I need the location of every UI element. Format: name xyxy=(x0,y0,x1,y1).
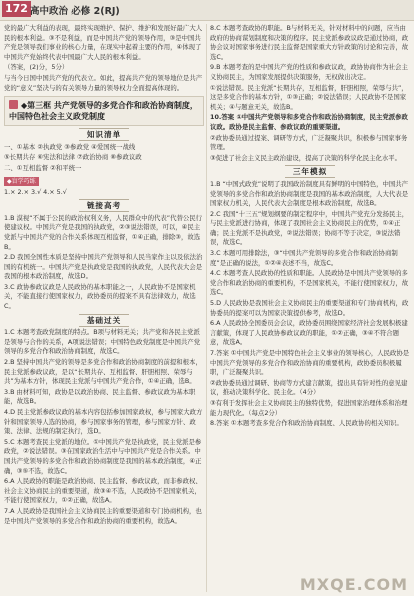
answer-line: 1.× 2.× 3.√ 4.× 5.√ xyxy=(4,187,67,196)
page-header xyxy=(0,0,414,21)
answer-item: 10.答案 ①中国共产党领导和多党合作和政治协商制度，民主党派参政议政。政协是民主监督、参政议政的重要渠道。 xyxy=(210,113,408,131)
answer-item: 2.C 我国“十三五”规划纲要的制定程序中，中国共产党充分发扬民主，与民主党派进行协商，体现了我国社会主义协商民主的优势，①④正确；民主党派不是执政党，②说法错误；协商不等于决定，③说法错误，故选C。 xyxy=(210,209,409,247)
watermark-text: MXQE.COM xyxy=(299,575,408,594)
watermark-logo xyxy=(299,546,408,594)
answer-item: 3.B 由材料可知，政协是以政治协商、民主监督、参政议政为基本职能，故选B。 xyxy=(4,387,196,406)
banner-title: ◆第三框 共产党领导的多党合作和政治协商制度，中国特色社会主义政党制度 xyxy=(9,101,198,122)
answer-line: ⑤长期共存 ⑥宪法和法律 ⑦政治协商 ⑧参政议政 xyxy=(4,153,142,162)
answer-item: 6.A 人民政协全国委员会会议，政协委员围绕国家经济社会发展积极建言献策，体现了人民政协参政议政的职能，①②正确，③④不符合题意，故选A。 xyxy=(210,319,408,347)
answer-item: ②政协委员通过提案、调研等方式，广泛凝聚共识，积极参与国家事务管理。 xyxy=(210,133,408,152)
answer-item: 4.D 民主党派参政议政的基本内容包括参加国家政权，参与国家大政方针和国家领导人选的协商，参与国家事务的管理，参与国家方针、政策、法律、法规的制定执行，选D。 xyxy=(4,408,203,436)
answer-item: 2.B 坚持中国共产党的领导是多党合作和政治协商制度的前提和根本，民主党派参政议政，是以“长期共存、互相监督、肝胆相照、荣辱与共”为基本方针，体现民主党派与中国共产党合作，①④正确，选B。 xyxy=(4,358,202,386)
answer-item: 1.C 本题考查政党制度的特点。B项与材料无关；共产党和各民主党派是领导与合作的关系，A项说法错误；中国特色政党制度是中国共产党领导的多党合作和政治协商制度，故选C。 xyxy=(4,328,201,356)
answer-item: 2.D 我国全国性本质是坚持中国共产党领导和人民当家作主以及依法治国的有机统一。中国共产党是执政党是我国的执政党，人民代表大会是我国的根本政治制度，故选D。 xyxy=(4,253,203,281)
right-column xyxy=(210,24,410,430)
answer-item: 3.C 政协参政议政是人民政协的基本职能之一，人民政协不是国家机关，不能直接行使国家权力，政协委员的提案不具有法律效力，故选C。 xyxy=(4,282,196,311)
section-title: 三年模拟 xyxy=(285,165,335,178)
answer-line: 二、①互相监督 ②和平统一 xyxy=(4,163,82,172)
section-title: 基础过关 xyxy=(79,314,129,327)
quiz-tag: ◆盲学巧练 xyxy=(4,177,39,186)
paragraph: （答案，(2)分，5分） xyxy=(4,63,69,72)
answer-line: 一、①基本 ②执政党 ③参政党 ④爱国统一战线 xyxy=(4,142,136,151)
answer-item: ②政协委员通过调研、协商等方式建言献策，提出具有针对性的意见建议，推动决策科学化、民主化。（4分） xyxy=(210,378,408,397)
answer-item: 4.C 本题考查人民政协的性质和职能。人民政协是中国共产党领导的多党合作和政治协商的重要机构，不是国家机关，不能行使国家权力，故选C。 xyxy=(210,269,409,297)
answer-item: ③促进了社会主义民主政治建设，提高了决策的科学化民主化水平。 xyxy=(210,153,402,162)
answer-item: 9.B 本题考查的是中国共产党的性质和参政议政，政协协商作为社会主义协商民主，为国家发展提供决策服务，无权做出决定。 xyxy=(210,63,408,81)
answer-item: 1.B 漠视“不属于公民的政治权利义务，人民群众中的代表”代替公民行使建议权。中国共产党是我国的执政党，②③说法错误，可以，④民主党派与中国共产党的合作关系体现互相监督，①④正确，排除③，故选B。 xyxy=(4,213,203,251)
paragraph: 与当今日国中国共产党的代表立。如此，提高共产党的领导地位是共产党的“意义”坚决与的有关领导力量的领导权力全面提高体现的。 xyxy=(4,73,203,92)
section-heading xyxy=(4,201,204,211)
answer-item: 6.A 人民政协的职能是政治协商、民主监督、参政议政，而非参政权、社会主义协商民主的重要渠道，故③④不选，人民政协不是国家机关，不能行使国家权力，①②正确，故选A。 xyxy=(4,477,202,505)
left-column xyxy=(4,24,204,527)
answer-item: 7.A 人民政协是我国社会主义协商民主的重要渠道和专门协商机构，也是中国共产党领导的多党合作和政治协商的重要机构，故选A。 xyxy=(4,506,202,525)
section-title: 链接高考 xyxy=(79,199,129,212)
answer-item: 8.C 本题考查政协的职能。B与材料无关，针对材料中的问题，应当由政府的协商谋划制度和决策的程序。民主党派参政议政是通过协商，政协会议对国家事务进行民主监督是国家重大方针政策的讨论和完善，故选C。 xyxy=(210,24,409,61)
answer-item: ①说法错误。民主党派“长期共存，互相监督，肝胆相照，荣辱与共”，这是多党合作的基本方针，①③正确；②说法错误；人民政协不是国家机关；④与题意无关，故选B。 xyxy=(210,83,408,111)
book-icon xyxy=(9,100,18,109)
answer-item: 3.C 本题可用排除法，③“中国共产党领导的多党合作和政治协商制度”是正确的说法，①②④表述不当，故选C。 xyxy=(210,249,398,267)
page-number: 172 xyxy=(2,1,31,17)
book-title: 高中政治 必修 2(RJ) xyxy=(30,6,120,17)
section-banner xyxy=(4,96,204,126)
section-heading xyxy=(4,316,204,326)
answer-item: ③有利于发挥社会主义协商民主的独特优势，促进国家治理体系和治理能力现代化。（每点2分） xyxy=(210,398,408,417)
answer-item: 5.D 人民政协是我国社会主义协商民主的重要渠道和专门协商机构，政协委员的提案可以为国家决策提供参考，故选D。 xyxy=(210,299,409,317)
section-heading xyxy=(4,130,204,140)
column-divider xyxy=(206,24,207,592)
answer-item: 8.答案 ①本题考查多党合作和政治协商制度、人民政协的相关知识。 xyxy=(210,419,403,428)
section-title: 知识清单 xyxy=(79,128,129,141)
section-heading xyxy=(210,167,410,177)
answer-item: 1.B “中国式政党”说明了我国政治制度具有鲜明的中国特色，中国共产党领导的多党合作和政治协商制度是我国的基本政治制度，人大代表是国家权力机关，人民代表大会制度是根本政治制度，故选B。 xyxy=(210,179,409,208)
paragraph: 党的最广大利益的表现，最终实现维护、保护、维护和发展好最广大人民的根本利益。③不是利益，而是中国共产党的领导作用，③是中国共产党是领导我们事业的核心力量，在现实中起着主要的作用，④体现了中国共产党始终代表中国最广大人民的根本利益。 xyxy=(4,24,203,61)
answer-item: 5.C 本题考查民主党派的地位。①中国共产党是执政党，民主党派是参政党，②说法错误。③在国家政治生活中与中国共产党是合作关系。中国共产党领导的多党合作和政治协商制度是我国的基本政治制度，④正确，③⑤不选，故选C。 xyxy=(4,437,202,475)
answer-item: 7.答案 ①中国共产党是中国特色社会主义事业的领导核心，人民政协是中国共产党领导的多党合作和政治协商的重要机构，政协委员积极履职，广泛凝聚共识。 xyxy=(210,349,410,377)
